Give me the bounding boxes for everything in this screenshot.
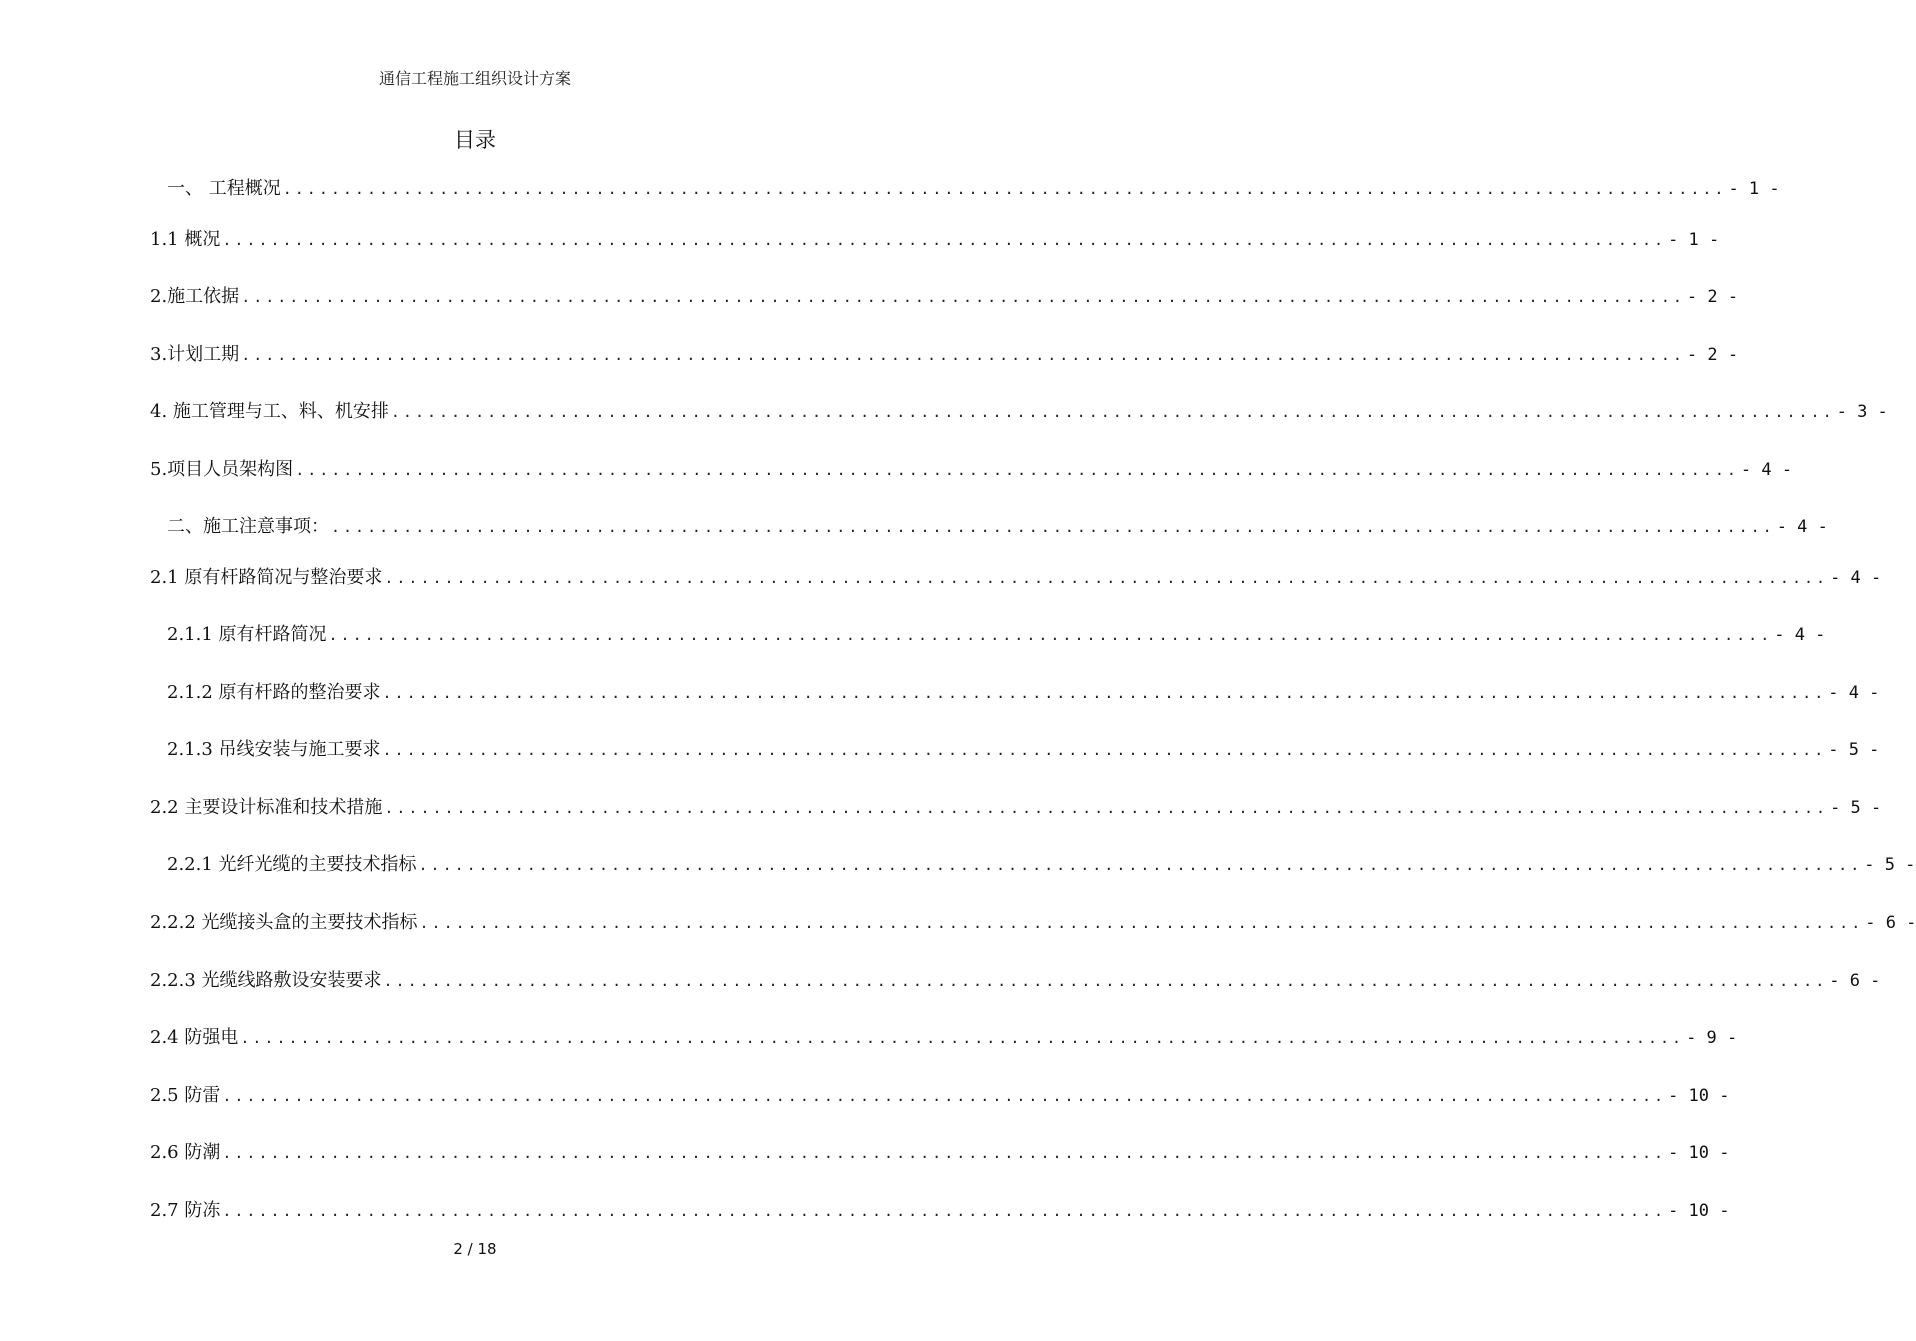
toc-entry[interactable] bbox=[150, 342, 1739, 368]
toc-leader-dots: ........................................................................................................................ bbox=[295, 461, 1739, 479]
toc-entry-label: 4. 施工管理与工、料、机安排 bbox=[150, 401, 389, 422]
toc-entry-page: - 2 - bbox=[1686, 345, 1739, 365]
toc-entry-page: - 5 - bbox=[1830, 798, 1882, 818]
toc-leader-dots: ........................................................................................................................ bbox=[382, 741, 1827, 759]
toc-entry[interactable] bbox=[150, 399, 1888, 425]
toc-entry-label: 2.施工依据 bbox=[150, 286, 240, 307]
toc-leader-dots: ........................................................................................................................ bbox=[383, 972, 1828, 990]
toc-entry[interactable] bbox=[150, 1140, 1730, 1166]
toc-entry-label: 2.5 防雷 bbox=[150, 1085, 221, 1106]
toc-entry-page: - 5 - bbox=[1828, 740, 1880, 760]
page-number: 2 / 18 bbox=[453, 1240, 497, 1258]
toc-entry-page: - 1 - bbox=[1728, 179, 1780, 199]
toc-leader-dots: ........................................................................................................................ bbox=[222, 1087, 1667, 1105]
toc-entry-page: - 4 - bbox=[1774, 625, 1826, 645]
toc-entry[interactable] bbox=[167, 176, 1780, 202]
toc-entry-page: - 6 - bbox=[1865, 913, 1916, 933]
toc-entry-label: 2.2 主要设计标准和技术措施 bbox=[150, 797, 383, 818]
toc-entry[interactable] bbox=[167, 680, 1880, 706]
toc-entry-label: 5.项目人员架构图 bbox=[150, 459, 294, 480]
toc-entry-page: - 5 - bbox=[1864, 855, 1916, 875]
toc-leader-dots: ........................................................................................................................ bbox=[241, 346, 1685, 364]
toc-entry-label: 2.7 防冻 bbox=[150, 1200, 221, 1221]
toc-entry-page: - 10 - bbox=[1668, 1143, 1730, 1163]
toc-entry-label: 2.2.1 光纤光缆的主要技术指标 bbox=[167, 854, 417, 875]
toc-entry-page: - 2 - bbox=[1686, 287, 1739, 307]
toc-leader-dots: ........................................................................................................................ bbox=[241, 288, 1685, 306]
toc-entry[interactable] bbox=[150, 457, 1793, 483]
toc-entry[interactable] bbox=[150, 284, 1739, 310]
toc-leader-dots: ........................................................................................................................ bbox=[419, 914, 1864, 932]
toc-leader-dots: ........................................................................................................................ bbox=[331, 518, 1775, 536]
toc-entry[interactable] bbox=[150, 1198, 1730, 1224]
toc-entry-label: 2.1.2 原有杆路的整治要求 bbox=[167, 682, 381, 703]
toc-entry-page: - 4 - bbox=[1828, 683, 1880, 703]
toc-entry-page: - 3 - bbox=[1836, 402, 1888, 422]
toc-leader-dots: ........................................................................................................................ bbox=[282, 180, 1727, 198]
toc-leader-dots: ........................................................................................................................ bbox=[382, 684, 1827, 702]
toc-entry[interactable] bbox=[150, 1083, 1730, 1109]
toc-entry-page: - 4 - bbox=[1740, 460, 1793, 480]
document-header: 通信工程施工组织设计方案 bbox=[378, 69, 571, 88]
toc-entry-page: - 10 - bbox=[1668, 1086, 1730, 1106]
toc-entry[interactable] bbox=[150, 1025, 1738, 1051]
toc-entry-label: 2.1.3 吊线安装与施工要求 bbox=[167, 739, 381, 760]
toc-leader-dots: ........................................................................................................................ bbox=[328, 626, 1773, 644]
toc-entry-page: - 10 - bbox=[1668, 1201, 1730, 1221]
toc-entry[interactable] bbox=[150, 968, 1881, 994]
toc-entry[interactable] bbox=[150, 565, 1882, 591]
toc-entry-label: 1.1 概况 bbox=[150, 229, 221, 250]
toc-entry[interactable] bbox=[150, 910, 1916, 936]
toc-entry-label: 2.6 防潮 bbox=[150, 1142, 221, 1163]
toc-entry[interactable] bbox=[167, 852, 1916, 878]
toc-entry-label: 2.2.3 光缆线路敷设安装要求 bbox=[150, 970, 382, 991]
toc-leader-dots: ........................................................................................................................ bbox=[418, 856, 1863, 874]
toc-entry-label: 2.4 防强电 bbox=[150, 1027, 239, 1048]
toc-leader-dots: ........................................................................................................................ bbox=[384, 569, 1829, 587]
toc-leader-dots: ........................................................................................................................ bbox=[222, 231, 1667, 249]
toc-entry-label: 2.1 原有杆路简况与整治要求 bbox=[150, 567, 383, 588]
toc-leader-dots: ........................................................................................................................ bbox=[222, 1144, 1667, 1162]
toc-entry-label: 一、 工程概况 bbox=[167, 178, 281, 199]
toc-entry-page: - 1 - bbox=[1668, 230, 1720, 250]
toc-entry-page: - 4 - bbox=[1776, 517, 1828, 537]
toc-entry[interactable] bbox=[167, 514, 1828, 540]
toc-leader-dots: ........................................................................................................................ bbox=[240, 1029, 1685, 1047]
toc-leader-dots: ........................................................................................................................ bbox=[384, 799, 1829, 817]
toc-entry-label: 3.计划工期 bbox=[150, 344, 240, 365]
toc-entry-label: 二、施工注意事项： bbox=[167, 516, 329, 537]
toc-entry-page: - 9 - bbox=[1686, 1028, 1738, 1048]
toc-entry[interactable] bbox=[167, 737, 1880, 763]
toc-entry-label: 2.1.1 原有杆路简况 bbox=[167, 624, 327, 645]
toc-title: 目录 bbox=[454, 128, 496, 152]
toc-entry[interactable] bbox=[150, 795, 1882, 821]
toc-entry-page: - 6 - bbox=[1829, 971, 1881, 991]
toc-entry-label: 2.2.2 光缆接头盒的主要技术指标 bbox=[150, 912, 418, 933]
toc-entry[interactable] bbox=[150, 227, 1720, 253]
toc-leader-dots: ........................................................................................................................ bbox=[222, 1202, 1667, 1220]
toc-entry[interactable] bbox=[167, 622, 1826, 648]
toc-entry-page: - 4 - bbox=[1830, 568, 1882, 588]
toc-leader-dots: ........................................................................................................................ bbox=[390, 403, 1835, 421]
